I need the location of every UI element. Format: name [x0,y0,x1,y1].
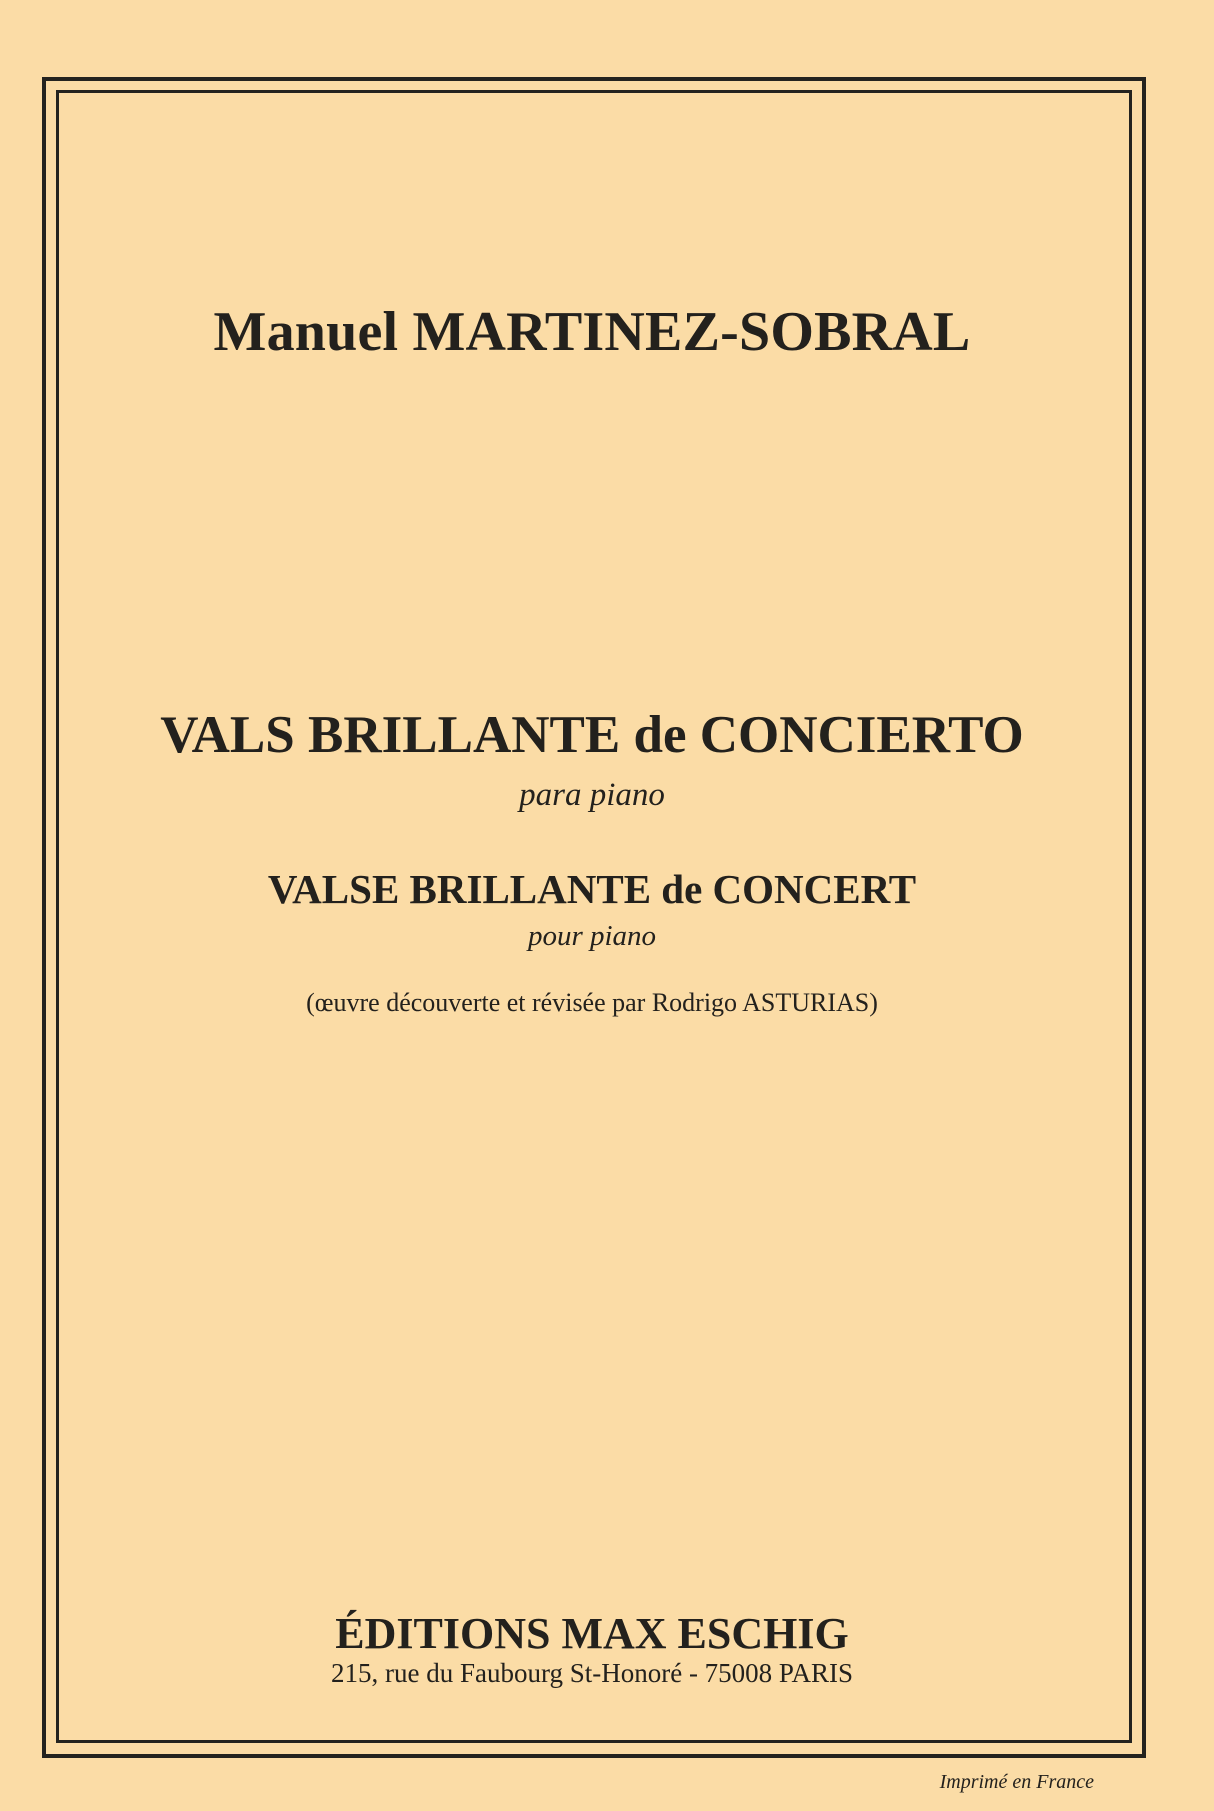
subtitle-spanish: para piano [519,777,665,813]
publisher-name: ÉDITIONS MAX ESCHIG [335,1609,849,1658]
publisher-address: 215, rue du Faubourg St-Honoré - 75008 PARIS [330,1658,853,1688]
title-spanish: VALS BRILLANTE de CONCIERTO [160,706,1024,764]
composer-name: Manuel MARTINEZ-SOBRAL [213,301,971,363]
title-french: VALSE BRILLANTE de CONCERT [267,866,917,912]
revision-note: (œuvre découverte et révisée par Rodrigo ASTURIAS) [306,988,878,1017]
subtitle-french: pour piano [527,920,657,952]
printed-in-label: Imprimé en France [939,1771,1094,1793]
